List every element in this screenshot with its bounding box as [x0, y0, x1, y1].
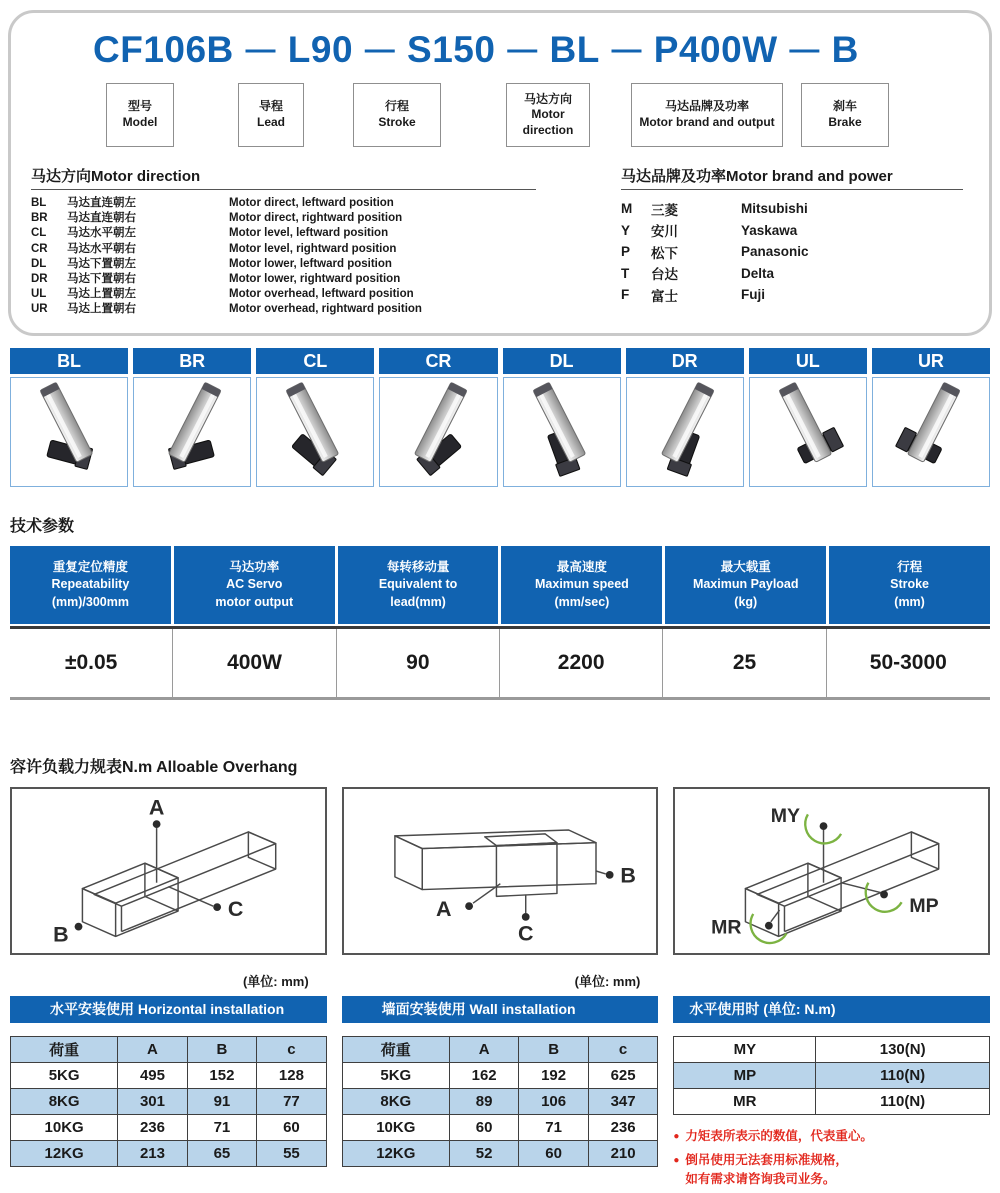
motor-direction-row [31, 302, 536, 317]
table-header-cell: 荷重 [342, 1037, 449, 1063]
orientation-card-photo-frame [379, 377, 497, 487]
table-cell: 91 [187, 1089, 256, 1115]
table-cell: 71 [187, 1115, 256, 1141]
tech-param-header-line: 重复定位精度 [52, 559, 128, 574]
orientation-card [749, 348, 867, 487]
table-cell: 60 [257, 1115, 326, 1141]
table-cell: 55 [257, 1141, 326, 1167]
bottom-columns [10, 996, 990, 1193]
table-row [342, 1063, 658, 1089]
tech-param-header-line: Maximun Payload [692, 577, 799, 592]
motor-direction-row [31, 196, 536, 211]
overhang-diagram-iso-frame [10, 787, 327, 955]
table-row [342, 1115, 658, 1141]
wall-installation-column [342, 996, 659, 1193]
label-my: MY [771, 805, 801, 828]
actuator-photo-icon [380, 378, 496, 484]
orientation-card-photo-frame [503, 377, 621, 487]
code-box-label-en: Stroke [378, 115, 416, 129]
model-code-title [31, 29, 969, 71]
tech-param-header-line: Maximun speed [535, 577, 629, 592]
table-cell: 77 [257, 1089, 326, 1115]
motor-direction-row [31, 287, 536, 302]
label-a: A [148, 795, 165, 820]
code-box-label-en: Brake [828, 115, 862, 129]
overhang-abc-wall-diagram [344, 789, 657, 953]
tech-param-value: 90 [337, 629, 500, 697]
direction-label-zh: 马达下置朝右 [67, 273, 136, 286]
direction-label-zh: 马达上置朝右 [67, 303, 136, 316]
unit-label-mm: (单位: mm) [574, 974, 641, 989]
table-cell: MP [674, 1063, 816, 1089]
motor-direction-title: 马达方向Motor direction [31, 165, 536, 190]
table-cell: 5KG [11, 1063, 118, 1089]
brand-label-en: Mitsubishi [741, 201, 808, 217]
orientation-card-label: BL [10, 348, 128, 374]
direction-label-zh: 马达水平朝右 [67, 242, 136, 255]
tech-param-header-line: 每转移动量 [386, 559, 450, 574]
direction-label-zh: 马达水平朝左 [67, 227, 136, 240]
unit-labels-row [10, 971, 990, 990]
orientation-card-label: CR [379, 348, 497, 374]
model-code-segment: S150 [407, 29, 496, 70]
orientation-card-label: UL [749, 348, 867, 374]
overhang-title: 容许负载力规表N.m Alloable Overhang [10, 759, 298, 776]
footnote [673, 1151, 990, 1189]
moment-table-body [674, 1037, 990, 1115]
code-boxes [31, 83, 969, 147]
motor-brand-row [621, 263, 963, 285]
tech-param-value: 25 [663, 629, 826, 697]
model-code-segment: BL [549, 29, 600, 70]
code-box-label-en: Model [122, 115, 158, 129]
table-row [674, 1037, 990, 1063]
code-box-label-zh: 刹车 [832, 99, 857, 114]
motor-direction-row [31, 257, 536, 272]
model-code-label-box [631, 83, 783, 147]
table-cell: 110(N) [816, 1063, 990, 1089]
footnote [673, 1127, 990, 1146]
model-code-label-box [238, 83, 304, 147]
table-cell: 10KG [11, 1115, 118, 1141]
brand-code: T [621, 265, 630, 281]
motor-brand-title: 马达品牌及功率Motor brand and power [621, 165, 963, 190]
direction-label-en: Motor overhead, rightward position [229, 303, 422, 316]
model-code-label-box [506, 83, 590, 147]
model-code-separator: — [245, 33, 277, 66]
horizontal-installation-table [10, 1036, 327, 1167]
table-cell: 5KG [342, 1063, 449, 1089]
code-box-label-zh: 型号 [127, 99, 152, 114]
table-row [674, 1063, 990, 1089]
direction-label-en: Motor level, rightward position [229, 242, 397, 255]
table-row [11, 1063, 327, 1089]
moment-table-header: 水平使用时 (单位: N.m) [673, 996, 990, 1023]
footnote-text: 倒吊使用无法套用标准规格， 如有需求请咨询我司业务。 [685, 1152, 848, 1186]
brand-code: Y [621, 222, 631, 238]
model-code-separator: — [611, 33, 643, 66]
tech-params-header-row [10, 546, 990, 624]
bullet-icon: ● [673, 1154, 680, 1166]
tech-params-title: 技术参数 [10, 518, 75, 535]
motor-direction-row [31, 226, 536, 241]
table-cell: 625 [588, 1063, 657, 1089]
brand-label-en: Fuji [741, 287, 765, 303]
tech-param-header-line: 马达功率 [229, 559, 280, 574]
brand-label-en: Panasonic [741, 244, 809, 260]
motor-brand-row [621, 220, 963, 242]
tech-params-section [10, 513, 990, 700]
code-box-label-zh: 马达品牌及功率 [664, 99, 749, 114]
table-cell: 52 [449, 1141, 518, 1167]
table-cell: 301 [118, 1089, 187, 1115]
brand-label-zh: 富士 [651, 288, 678, 304]
orientation-card-photo-frame [626, 377, 744, 487]
direction-label-en: Motor direct, leftward position [229, 197, 394, 209]
label-b: B [53, 922, 69, 947]
label-a: A [435, 896, 452, 921]
table-header-cell: B [519, 1037, 588, 1063]
reference-lists [31, 165, 969, 318]
table-cell: 130(N) [816, 1037, 990, 1063]
direction-code: UL [31, 288, 47, 301]
actuator-photo-icon [504, 378, 620, 484]
model-code-segment: B [831, 29, 859, 70]
orientation-card-label: DR [626, 348, 744, 374]
orientation-card [379, 348, 497, 487]
tech-param-header-line: Repeatability [51, 577, 130, 592]
tech-param-header-cell [665, 546, 826, 624]
tech-param-header-cell [501, 546, 662, 624]
label-c: C [227, 896, 244, 921]
table-cell: 210 [588, 1141, 657, 1167]
direction-code: BL [31, 197, 47, 209]
orientation-card [133, 348, 251, 487]
orientation-cards [10, 348, 990, 487]
direction-code: CL [31, 227, 47, 240]
tech-param-header-line: (kg) [734, 594, 758, 609]
orientation-card [503, 348, 621, 487]
model-code-segment: CF106B [93, 29, 234, 70]
tech-params-value-row [10, 626, 990, 700]
code-box-label-en: Motor direction [522, 107, 574, 137]
motor-brand-row [621, 241, 963, 263]
table-cell: 236 [118, 1115, 187, 1141]
table-cell: 60 [449, 1115, 518, 1141]
orientation-card-label: DL [503, 348, 621, 374]
overhang-section [10, 754, 990, 955]
overhang-diagram-moments-frame [673, 787, 990, 955]
code-box-label-en: Motor brand and output [639, 115, 775, 129]
table-header-cell: 荷重 [11, 1037, 118, 1063]
tech-param-header-line: Stroke [890, 577, 930, 592]
motor-direction-row [31, 272, 536, 287]
brand-label-zh: 安川 [651, 224, 678, 240]
code-box-label-zh: 行程 [384, 99, 409, 114]
tech-param-header-line: AC Servo [226, 577, 283, 592]
orientation-card-photo-frame [872, 377, 990, 487]
table-row [342, 1141, 658, 1167]
brand-label-en: Yaskawa [741, 222, 798, 238]
table-cell: 236 [588, 1115, 657, 1141]
table-header-cell: c [588, 1037, 657, 1063]
table-cell: 10KG [342, 1115, 449, 1141]
model-code-separator: — [364, 33, 396, 66]
motor-direction-items [31, 196, 536, 318]
table-row [11, 1115, 327, 1141]
model-code-separator: — [507, 33, 538, 66]
brand-label-zh: 三菱 [651, 202, 678, 218]
brand-code: M [621, 201, 633, 217]
direction-code: DL [31, 257, 47, 270]
label-mr: MR [711, 916, 742, 939]
table-header-row [342, 1037, 658, 1063]
actuator-photo-icon [750, 378, 866, 484]
model-code-segment: L90 [287, 29, 354, 70]
model-code-separator: — [789, 33, 820, 66]
overhang-diagram-wall-frame [342, 787, 659, 955]
table-cell: 162 [449, 1063, 518, 1089]
orientation-card [10, 348, 128, 487]
direction-code: UR [31, 303, 48, 316]
table-cell: 110(N) [816, 1089, 990, 1115]
tech-param-header-line: 行程 [897, 559, 923, 574]
table-cell: MR [674, 1089, 816, 1115]
overhang-diagrams [10, 787, 990, 955]
tech-param-value: 400W [173, 629, 336, 697]
wall-table-body [342, 1037, 658, 1167]
motor-brand-items [621, 198, 963, 306]
table-cell: 152 [187, 1063, 256, 1089]
table-row [342, 1089, 658, 1115]
table-row [11, 1141, 327, 1167]
tech-param-header-line: 最大载重 [720, 559, 771, 574]
horizontal-table-body [11, 1037, 327, 1167]
tech-param-header-cell [829, 546, 990, 624]
tech-param-header-line: motor output [215, 594, 294, 609]
footnote-text: 力矩表所表示的数值，代表重心。 [685, 1129, 873, 1143]
wall-installation-table [342, 1036, 659, 1167]
table-cell: 12KG [342, 1141, 449, 1167]
orientation-card-label: BR [133, 348, 251, 374]
orientation-card [872, 348, 990, 487]
orientation-card-photo-frame [133, 377, 251, 487]
code-box-label-en: Lead [256, 115, 285, 129]
actuator-photo-icon [134, 378, 250, 484]
orientation-card-photo-frame [10, 377, 128, 487]
direction-code: CR [31, 242, 48, 255]
tech-param-header-line: 最高速度 [556, 559, 607, 574]
actuator-photo-icon [873, 378, 989, 484]
table-row [11, 1089, 327, 1115]
footnotes [673, 1127, 990, 1188]
direction-label-en: Motor lower, leftward position [229, 257, 392, 270]
model-code-label-box [801, 83, 889, 147]
direction-code: DR [31, 273, 48, 286]
tech-param-header-cell [10, 546, 171, 624]
table-cell: 347 [588, 1089, 657, 1115]
table-cell: 60 [519, 1141, 588, 1167]
motor-direction-row [31, 242, 536, 257]
table-header-cell: A [118, 1037, 187, 1063]
moment-table [673, 1036, 990, 1115]
orientation-card-label: UR [872, 348, 990, 374]
table-cell: 192 [519, 1063, 588, 1089]
actuator-photo-icon [627, 378, 743, 484]
unit-label-mm: (单位: mm) [242, 974, 309, 989]
orientation-card [256, 348, 374, 487]
overhang-abc-iso-diagram [12, 789, 325, 953]
table-cell: 71 [519, 1115, 588, 1141]
brand-code: P [621, 244, 631, 260]
model-code-label-box [353, 83, 441, 147]
orientation-card-label: CL [256, 348, 374, 374]
table-header-cell: c [257, 1037, 326, 1063]
tech-param-value: 50-3000 [869, 651, 947, 674]
table-cell: 213 [118, 1141, 187, 1167]
table-cell: 8KG [11, 1089, 118, 1115]
label-b: B [620, 863, 636, 888]
table-cell: 8KG [342, 1089, 449, 1115]
direction-label-zh: 马达直连朝右 [67, 212, 136, 225]
label-mp: MP [909, 895, 940, 917]
model-code-section [8, 10, 992, 336]
code-box-label-zh: 导程 [258, 99, 283, 114]
orientation-card-photo-frame [256, 377, 374, 487]
table-cell: 106 [519, 1089, 588, 1115]
direction-label-en: Motor lower, rightward position [229, 273, 401, 286]
overhang-moments-diagram [675, 789, 988, 953]
motor-brand-list [621, 165, 969, 318]
brand-label-en: Delta [741, 265, 775, 281]
orientation-card-photo-frame [749, 377, 867, 487]
direction-label-zh: 马达直连朝左 [67, 197, 136, 209]
table-cell: 89 [449, 1089, 518, 1115]
model-code-segment: P400W [653, 29, 778, 70]
motor-direction-row [31, 211, 536, 226]
direction-label-zh: 马达上置朝左 [67, 288, 136, 301]
table-header-cell: B [187, 1037, 256, 1063]
motor-direction-list [31, 165, 536, 318]
tech-param-header-line: (mm/sec) [554, 594, 610, 609]
datasheet-page [0, 10, 1000, 1189]
brand-label-zh: 台达 [651, 267, 678, 283]
table-row [674, 1089, 990, 1115]
moment-column [673, 996, 990, 1193]
direction-label-en: Motor overhead, leftward position [229, 288, 414, 301]
actuator-photo-icon [257, 378, 373, 484]
tech-param-header-cell [338, 546, 499, 624]
table-cell: MY [674, 1037, 816, 1063]
code-box-label-zh: 马达方向 [523, 91, 572, 106]
tech-param-value: 2200 [500, 629, 663, 697]
actuator-photo-icon [11, 378, 127, 484]
direction-code: BR [31, 212, 48, 225]
bullet-icon: ● [673, 1131, 680, 1142]
table-cell: 65 [187, 1141, 256, 1167]
motor-brand-row [621, 198, 963, 220]
tech-param-header-line: lead(mm) [390, 594, 446, 609]
model-code-label-box [106, 83, 174, 147]
wall-installation-header: 墙面安装使用 Wall installation [342, 996, 659, 1023]
table-header-cell: A [449, 1037, 518, 1063]
tech-param-header-line: (mm)/300mm [51, 594, 129, 609]
orientation-card [626, 348, 744, 487]
direction-label-en: Motor level, leftward position [229, 227, 389, 240]
horizontal-installation-column [10, 996, 327, 1193]
table-cell: 12KG [11, 1141, 118, 1167]
tech-param-header-line: Equivalent to [378, 577, 458, 592]
table-header-row [11, 1037, 327, 1063]
brand-label-zh: 松下 [651, 245, 678, 261]
brand-code: F [621, 287, 630, 303]
tech-param-value: ±0.05 [10, 629, 173, 697]
direction-label-zh: 马达下置朝左 [67, 257, 136, 270]
label-c: C [517, 921, 534, 946]
tech-param-header-cell [174, 546, 335, 624]
motor-brand-row [621, 284, 963, 306]
table-cell: 128 [257, 1063, 326, 1089]
load-tables-section [10, 971, 990, 1193]
tech-param-header-line: (mm) [894, 594, 925, 609]
table-cell: 495 [118, 1063, 187, 1089]
horizontal-installation-header: 水平安装使用 Horizontal installation [10, 996, 327, 1023]
direction-label-en: Motor direct, rightward position [229, 212, 403, 225]
